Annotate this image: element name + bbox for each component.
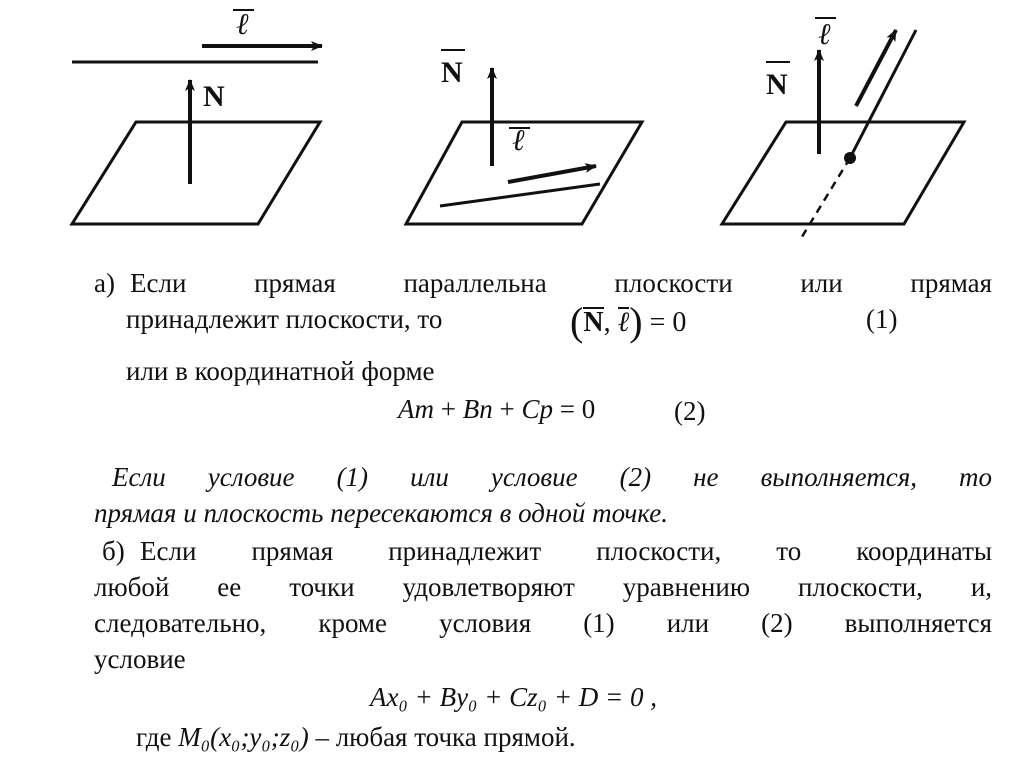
item-a-line1-word: параллельна <box>403 268 547 298</box>
figure-in-plane <box>406 50 642 224</box>
item-b-line2-word: ее <box>217 572 242 602</box>
line-label-2: ℓ <box>512 124 525 157</box>
item-b-line3-word: (2) <box>761 608 793 638</box>
item-a-line2: принадлежит плоскости, то <box>126 304 443 334</box>
where-label: где <box>136 722 172 752</box>
normal-label-3: N <box>766 68 788 101</box>
figure-intersect <box>722 18 964 240</box>
condition-line1-word: то <box>959 462 993 492</box>
item-a-line1-word: прямая <box>254 268 336 298</box>
in-plane-line <box>440 184 600 206</box>
item-a-line1-word: плоскости <box>614 268 733 298</box>
formula-3: Ax₀ + By₀ + Cz₀ + D = 0 , <box>370 682 658 712</box>
item-b-line2-word: любой <box>94 572 170 602</box>
normal-label-2: N <box>441 56 463 89</box>
formula-2-number: (2) <box>674 396 706 426</box>
item-b-line3-word: (1) <box>583 608 615 638</box>
item-b-line4: условие <box>94 644 186 674</box>
item-b-line3-word: или <box>666 608 710 638</box>
formula-2-a: Am <box>398 394 434 424</box>
intersection-point <box>844 152 856 164</box>
item-b-line1-word: то <box>776 536 802 566</box>
condition-line1 <box>112 460 992 494</box>
line-label-3: ℓ <box>818 18 831 51</box>
figures-panel <box>0 0 1024 250</box>
condition-line1-word: выполняется, <box>760 462 918 492</box>
where-tail: – любая точка прямой. <box>315 722 576 752</box>
item-b-line3-word: следовательно, <box>94 608 267 638</box>
condition-line1-word: Если <box>112 462 166 492</box>
item-b-line2-word: плоскости, <box>797 572 923 602</box>
direction-vector-2 <box>508 166 596 182</box>
item-a-line1-word: Если <box>130 268 187 298</box>
condition-line1-word: (2) <box>619 462 652 492</box>
item-a-line1 <box>130 266 992 300</box>
item-b-line1-word: Если <box>140 536 197 566</box>
formula-1-rhs: = 0 <box>649 307 687 338</box>
formula-2-rhs: = 0 <box>559 394 596 424</box>
item-b-line3-word: кроме <box>318 608 388 638</box>
item-b-line3-word: выполняется <box>844 608 993 638</box>
formula-2-plus2: + <box>499 394 515 424</box>
item-b-line1-word: прямая <box>251 536 334 566</box>
plane-3 <box>722 122 964 224</box>
direction-vector-3 <box>856 30 896 106</box>
condition-line1-word: или <box>410 462 449 492</box>
normal-label-1: N <box>203 80 225 113</box>
condition-line1-word: условие <box>490 462 578 492</box>
item-b-line1-word: плоскости, <box>596 536 722 566</box>
condition-line2: прямая и плоскость пересекаются в одной точке. <box>94 498 668 528</box>
formula-2-b: Bn <box>462 394 493 424</box>
formula-1-comma: , <box>603 307 611 338</box>
item-b-line1-word: принадлежит <box>388 536 542 566</box>
formula-1-line: ℓ <box>617 307 630 338</box>
formula-2 <box>398 394 595 425</box>
item-a-line3: или в координатной форме <box>126 356 435 386</box>
condition-line1-word: не <box>693 462 719 492</box>
condition-line1-word: (1) <box>336 462 369 492</box>
item-b-line3 <box>94 606 992 640</box>
formula-2-c: Cp <box>521 394 553 424</box>
item-a-marker: а) <box>94 268 115 298</box>
plane-1 <box>72 122 320 224</box>
item-b-line1-word: координаты <box>856 536 993 566</box>
figure-parallel <box>72 8 322 224</box>
item-b-line2-word: точки <box>289 572 355 602</box>
formula-2-plus1: + <box>440 394 456 424</box>
formula-1: (N, ℓ) = 0 <box>570 299 687 344</box>
condition-line1-word: условие <box>207 462 295 492</box>
item-a-line1-word: или <box>800 268 843 298</box>
crossing-line-lower <box>800 158 850 240</box>
item-a-line1-word: прямая <box>910 268 993 298</box>
line-label-1: ℓ <box>236 8 249 41</box>
crossing-line-upper <box>850 30 916 158</box>
point-m0: M₀(x₀;y₀;z₀) <box>178 722 309 752</box>
where-line <box>136 720 576 754</box>
item-b-line2-word: удовлетворяют <box>402 572 575 602</box>
item-b-line2-word: уравнению <box>622 572 750 602</box>
formula-1-number: (1) <box>866 304 898 334</box>
item-b-line2-word: и, <box>970 572 993 602</box>
formula-1-normal: N <box>583 307 604 338</box>
item-b-line1 <box>140 534 992 568</box>
item-b-line2 <box>94 570 992 604</box>
item-b-line3-word: условия <box>439 608 532 638</box>
item-b-marker: б) <box>102 536 125 566</box>
